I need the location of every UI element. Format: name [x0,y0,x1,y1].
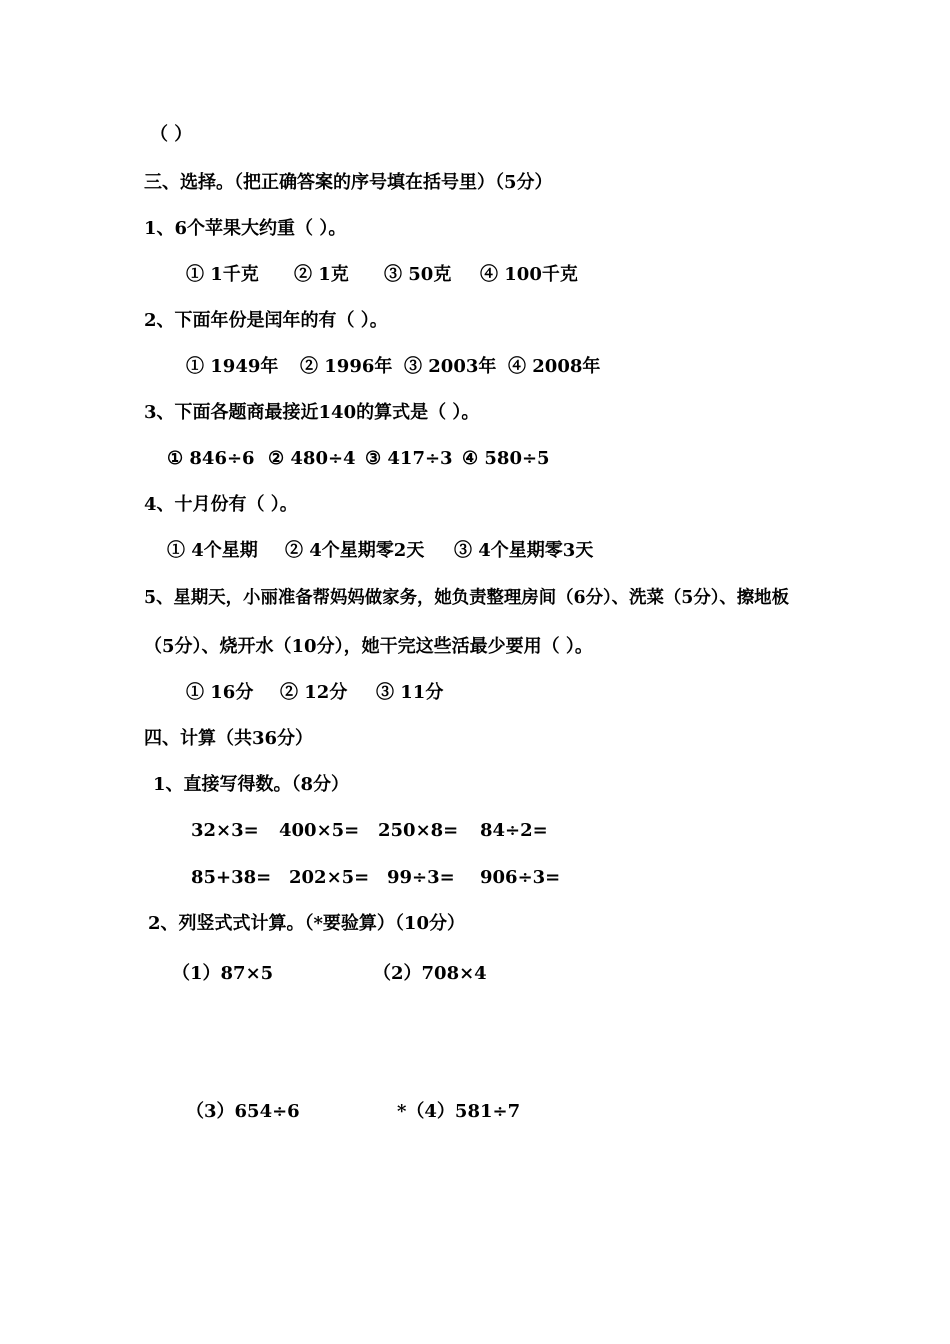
q2-option-3: ③ 2003年 [404,356,497,377]
mental-math-item: 85+38= [191,867,272,888]
mental-math-item: 250×8= [378,820,459,841]
q1-text: 1、6个苹果大约重（ ）。 [144,218,347,239]
part1-title: 1、直接写得数。（8分） [153,774,350,795]
q3-option-4: ④ 580÷5 [462,448,550,469]
section3-heading: 三、选择。（把正确答案的序号填在括号里）（5分） [144,172,553,193]
part2-title: 2、列竖式式计算。（*要验算）（10分） [148,913,465,934]
q3-option-2: ② 480÷4 [268,448,356,469]
q3-text: 3、下面各题商最接近140的算式是（ ）。 [144,402,480,423]
vertical-calc-item: *（4）581÷7 [397,1101,521,1122]
vertical-calc-item: （2）708×4 [373,963,487,984]
q3-option-1: ① 846÷6 [167,448,255,469]
q2-text: 2、下面年份是闰年的有（ ）。 [144,310,388,331]
mental-math-item: 906÷3= [480,867,561,888]
mental-math-item: 84÷2= [480,820,548,841]
q2-option-1: ① 1949年 [186,356,279,377]
q4-option-3: ③ 4个星期零3天 [454,540,594,561]
q2-option-2: ② 1996年 [300,356,393,377]
section4-heading: 四、计算（共36分） [144,728,314,749]
q4-option-2: ② 4个星期零2天 [285,540,425,561]
q4-option-1: ① 4个星期 [167,540,258,561]
q5-option-3: ③ 11分 [376,682,444,703]
q4-text: 4、十月份有（ ）。 [144,494,298,515]
mental-math-item: 400×5= [279,820,360,841]
q3-option-3: ③ 417÷3 [365,448,453,469]
q5-text-line1: 5、星期天，小丽准备帮妈妈做家务，她负责整理房间（6分）、洗菜（5分）、擦地板 [144,588,789,608]
q5-text-line2: （5分）、烧开水（10分），她干完这些活最少要用（ ）。 [144,636,593,657]
q1-option-3: ③ 50克 [384,264,452,285]
top-answer-blank: （ ） [150,124,193,145]
q1-option-2: ② 1克 [294,264,349,285]
q1-option-1: ① 1千克 [186,264,259,285]
mental-math-item: 99÷3= [387,867,455,888]
mental-math-item: 202×5= [289,867,370,888]
vertical-calc-item: （3）654÷6 [186,1101,300,1122]
q5-option-1: ① 16分 [186,682,254,703]
mental-math-item: 32×3= [191,820,259,841]
q5-option-2: ② 12分 [280,682,348,703]
q1-option-4: ④ 100千克 [480,264,578,285]
vertical-calc-item: （1）87×5 [172,963,274,984]
q2-option-4: ④ 2008年 [508,356,601,377]
